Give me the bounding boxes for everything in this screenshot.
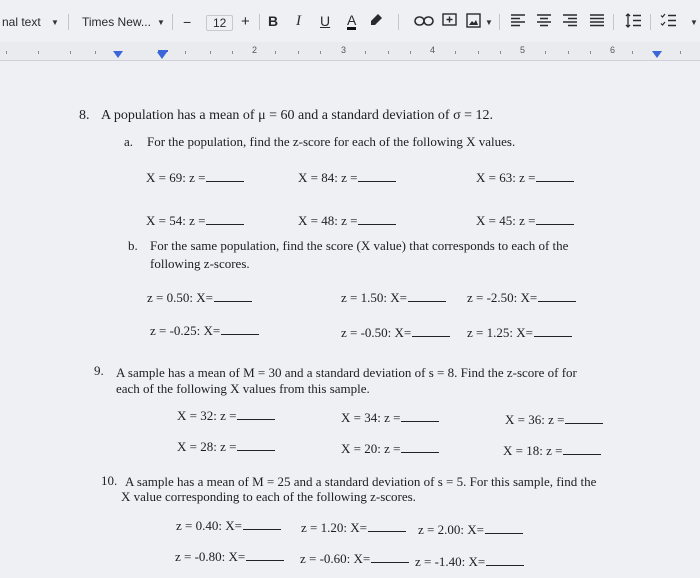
ruler-tick	[388, 51, 389, 54]
ruler-number: 5	[520, 45, 526, 55]
answer-item	[176, 518, 281, 534]
answer-item	[467, 290, 576, 306]
question-9-number: 9.	[94, 363, 104, 378]
ruler-tick	[95, 51, 96, 54]
ruler-tick	[680, 51, 681, 54]
answer-item	[467, 325, 572, 341]
answer-prompt: z = 0.40: X=	[176, 518, 242, 533]
ruler-tick	[185, 51, 186, 54]
ruler-tick	[410, 51, 411, 54]
answer-blank[interactable]	[486, 555, 524, 566]
answer-prompt: X = 48: z =	[298, 213, 358, 228]
answer-item	[341, 325, 450, 341]
answer-blank[interactable]	[368, 521, 406, 532]
checklist-caret[interactable]: ▼	[690, 18, 698, 27]
question-10-number: 10.	[101, 473, 118, 488]
answer-blank[interactable]	[536, 171, 574, 182]
paragraph-style-caret[interactable]: ▼	[51, 18, 59, 27]
answer-item	[177, 439, 275, 455]
answer-prompt: X = 63: z =	[476, 170, 536, 185]
font-size-input[interactable]: 12	[206, 15, 233, 31]
answer-blank[interactable]	[563, 444, 601, 455]
answer-blank[interactable]	[401, 442, 439, 453]
decrease-font-size-button[interactable]: −	[183, 14, 192, 30]
question-10-text: A sample has a mean of M = 25 and a standard deviation of s = 5. For this sample, find the	[125, 474, 597, 489]
answer-blank[interactable]	[534, 326, 572, 337]
align-right-icon[interactable]	[563, 14, 577, 27]
answer-prompt: X = 34: z =	[341, 410, 401, 425]
ruler-tick	[38, 51, 39, 54]
ruler-tick	[232, 51, 233, 54]
ruler-tick	[70, 51, 71, 54]
answer-item	[503, 443, 601, 459]
font-family-dropdown[interactable]: Times New...	[82, 15, 151, 29]
toolbar-divider	[68, 14, 69, 30]
horizontal-ruler[interactable]	[0, 42, 700, 61]
answer-prompt: X = 18: z =	[503, 443, 563, 458]
align-left-icon[interactable]	[511, 14, 525, 27]
answer-item	[341, 441, 439, 457]
answer-prompt: X = 20: z =	[341, 441, 401, 456]
answer-prompt: X = 45: z =	[476, 213, 536, 228]
answer-item	[146, 170, 244, 186]
question-10-text-line2: X value corresponding to each of the following z-scores.	[121, 489, 416, 504]
answer-blank[interactable]	[237, 409, 275, 420]
answer-prompt: X = 54: z =	[146, 213, 206, 228]
insert-image-icon[interactable]	[466, 13, 481, 28]
insert-image-caret[interactable]: ▼	[485, 18, 493, 27]
answer-item	[341, 290, 446, 306]
question-8b-text: For the same population, find the score (X value) that corresponds to each of the	[150, 238, 569, 253]
answer-blank[interactable]	[401, 411, 439, 422]
increase-font-size-button[interactable]: +	[241, 13, 250, 30]
align-center-icon[interactable]	[537, 14, 551, 27]
toolbar-divider	[259, 14, 260, 30]
answer-item	[476, 170, 574, 186]
answer-item	[177, 408, 275, 424]
answer-prompt: X = 28: z =	[177, 439, 237, 454]
text-color-button[interactable]: A	[347, 12, 357, 28]
answer-item	[150, 323, 259, 339]
document-page[interactable]	[0, 61, 700, 578]
toolbar-divider	[650, 14, 651, 30]
left-indent-marker[interactable]	[113, 51, 123, 58]
answer-blank[interactable]	[408, 291, 446, 302]
toolbar-divider	[172, 14, 173, 30]
answer-prompt: X = 69: z =	[146, 170, 206, 185]
ruler-number: 3	[341, 45, 347, 55]
hanging-indent-marker[interactable]	[157, 52, 167, 59]
answer-item	[418, 522, 523, 538]
ruler-tick	[275, 51, 276, 54]
question-8b-label: b.	[128, 238, 138, 253]
answer-prompt: z = -0.80: X=	[175, 549, 246, 564]
toolbar-divider	[613, 14, 614, 30]
answer-prompt: z = 0.50: X=	[147, 290, 213, 305]
answer-item	[301, 520, 406, 536]
answer-prompt: z = -1.40: X=	[415, 554, 486, 569]
ruler-tick	[365, 51, 366, 54]
ruler-tick	[6, 51, 7, 54]
answer-blank[interactable]	[237, 440, 275, 451]
bold-button[interactable]: B	[268, 13, 279, 29]
question-8-text: A population has a mean of μ = 60 and a standard deviation of σ = 12.	[101, 108, 494, 123]
answer-item	[300, 551, 409, 567]
answer-item	[298, 213, 396, 229]
answer-blank[interactable]	[536, 214, 574, 225]
answer-blank[interactable]	[206, 171, 244, 182]
checklist-icon[interactable]	[660, 13, 676, 28]
question-8b-text-line2: following z-scores.	[150, 256, 250, 271]
toolbar	[0, 0, 700, 42]
answer-item	[341, 410, 439, 426]
answer-prompt: z = 1.25: X=	[467, 325, 533, 340]
answer-prompt: z = -0.50: X=	[341, 325, 412, 340]
answer-prompt: z = -2.50: X=	[467, 290, 538, 305]
ruler-tick	[298, 51, 299, 54]
ruler-tick	[568, 51, 569, 54]
answer-blank[interactable]	[221, 324, 259, 335]
answer-prompt: X = 32: z =	[177, 408, 237, 423]
italic-button[interactable]: I	[296, 13, 301, 29]
ruler-tick	[590, 51, 591, 54]
answer-blank[interactable]	[412, 326, 450, 337]
answer-blank[interactable]	[485, 523, 523, 534]
link-icon[interactable]	[414, 15, 434, 27]
question-8-number: 8.	[79, 108, 90, 123]
paragraph-style-dropdown[interactable]: nal text	[2, 15, 41, 29]
answer-item	[415, 554, 524, 570]
align-justify-icon[interactable]	[590, 14, 604, 27]
answer-prompt: z = 1.20: X=	[301, 520, 367, 535]
ruler-tick	[455, 51, 456, 54]
underline-button[interactable]: U	[320, 13, 331, 29]
right-indent-marker[interactable]	[652, 51, 662, 58]
question-9-text: A sample has a mean of M = 30 and a standard deviation of s = 8. Find the z-score of for	[116, 365, 577, 380]
ruler-tick	[545, 51, 546, 54]
answer-prompt: z = -0.60: X=	[300, 551, 371, 566]
question-8a-label: a.	[124, 134, 134, 149]
answer-item	[476, 213, 574, 229]
ruler-tick	[478, 51, 479, 54]
answer-prompt: X = 36: z =	[505, 412, 565, 427]
answer-blank[interactable]	[371, 552, 409, 563]
answer-blank[interactable]	[538, 291, 576, 302]
answer-item	[505, 412, 603, 428]
answer-item	[298, 170, 396, 186]
answer-blank[interactable]	[246, 550, 284, 561]
answer-blank[interactable]	[243, 519, 281, 530]
answer-blank[interactable]	[206, 214, 244, 225]
ruler-tick	[632, 51, 633, 54]
toolbar-divider	[398, 14, 399, 30]
answer-prompt: X = 84: z =	[298, 170, 358, 185]
question-8a-text: For the population, find the z-score for each of the following X values.	[147, 134, 516, 149]
answer-blank[interactable]	[565, 413, 603, 424]
ruler-tick	[210, 51, 211, 54]
font-family-caret[interactable]: ▼	[157, 18, 165, 27]
ruler-number: 2	[252, 45, 258, 55]
answer-item	[175, 549, 284, 565]
line-spacing-icon[interactable]	[625, 13, 641, 28]
answer-blank[interactable]	[358, 171, 396, 182]
answer-item	[146, 213, 244, 229]
comment-icon[interactable]	[442, 13, 457, 28]
ruler-number: 4	[430, 45, 436, 55]
ruler-number: 6	[610, 45, 616, 55]
answer-blank[interactable]	[214, 291, 252, 302]
answer-prompt: z = -0.25: X=	[150, 323, 221, 338]
answer-item	[147, 290, 252, 306]
question-9-text-line2: each of the following X values from this sample.	[116, 381, 370, 396]
ruler-tick	[320, 51, 321, 54]
toolbar-divider	[499, 14, 500, 30]
answer-prompt: z = 1.50: X=	[341, 290, 407, 305]
ruler-tick	[500, 51, 501, 54]
answer-blank[interactable]	[358, 214, 396, 225]
highlight-pen-icon[interactable]	[369, 13, 383, 29]
answer-prompt: z = 2.00: X=	[418, 522, 484, 537]
